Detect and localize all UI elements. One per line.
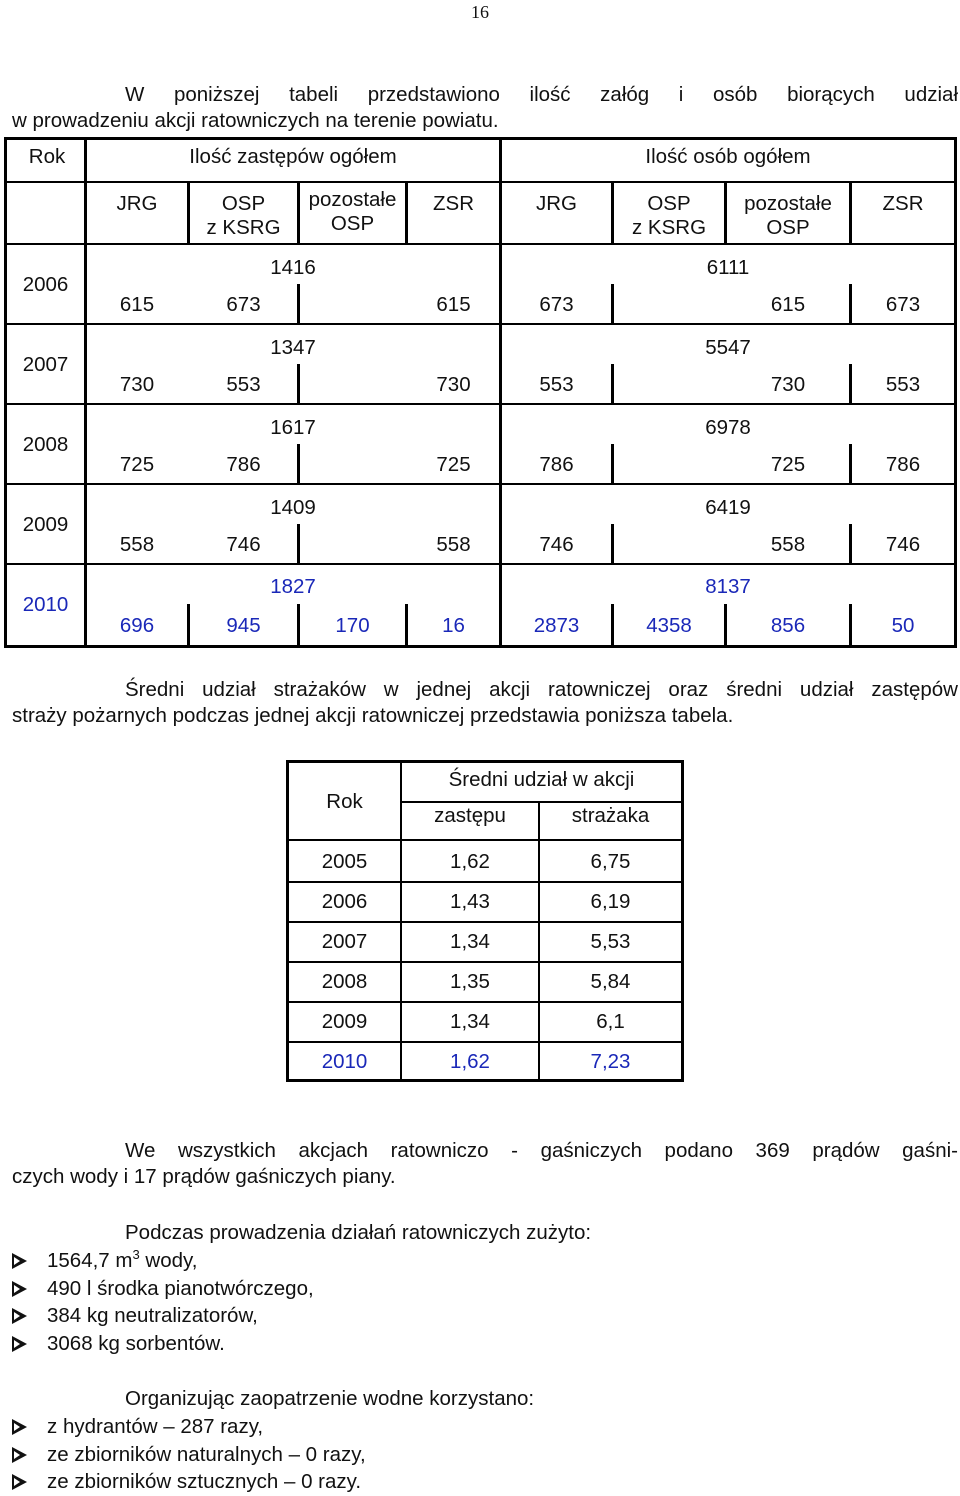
cell-value: 615 [770, 293, 806, 316]
cell-value: 746 [885, 533, 921, 556]
cell-value: 673 [539, 293, 574, 316]
cell-value: 558 [436, 533, 471, 556]
row-divider [7, 483, 954, 485]
row-divider [7, 563, 954, 565]
intro-line-1: W poniższej tabeli przedstawiono ilość załóg i osób biorących udział [125, 83, 958, 106]
used-intro [12, 1220, 958, 1246]
header-strazaka: strażaka [571, 804, 650, 827]
col-divider [297, 444, 300, 483]
avg-intro-line-1: Średni udział strażaków w jednej akcji ratowniczej oraz średni udział zastępów [125, 678, 958, 701]
row-total-osoby: 8137 [705, 575, 751, 598]
row-year: 2005 [321, 850, 368, 873]
intro-paragraph [12, 82, 958, 134]
row-divider [289, 921, 681, 923]
used-intro-text: Podczas prowadzenia działań ratowniczych zużyto: [125, 1221, 592, 1244]
streams-paragraph [12, 1138, 958, 1190]
header-zastepu: zastępu [434, 804, 506, 827]
cell-value: 4358 [646, 614, 692, 637]
row-divider [7, 323, 954, 325]
cell-value: 673 [226, 293, 261, 316]
cell-value: 730 [770, 373, 806, 396]
subheader-pozostale-osp: pozostałe OSP [308, 188, 397, 235]
col-divider [297, 364, 300, 403]
row-total-osoby: 6978 [705, 416, 751, 439]
used-materials-list [12, 1247, 314, 1357]
row-total-zastepy: 1617 [270, 416, 316, 439]
cell-value: 786 [226, 453, 261, 476]
row-divider [400, 801, 681, 803]
subheader-pozostale-osp: pozostałe OSP [744, 192, 832, 239]
row-divider [7, 403, 954, 405]
avg-intro-paragraph [12, 677, 958, 729]
intro-line-2: w prowadzeniu akcji ratowniczych na terenie powiatu. [12, 109, 499, 132]
cell-strazaka: 6,1 [596, 1010, 625, 1033]
header-sredni-udzial: Średni udział w akcji [448, 768, 635, 791]
streams-line-2: czych wody i 17 prądów gaśniczych piany. [12, 1165, 396, 1188]
list-item: z hydrantów – 287 razy, [12, 1413, 366, 1441]
row-total-osoby: 6419 [705, 496, 751, 519]
subheader-zsr: ZSR [882, 192, 924, 215]
row-year: 2010 [22, 593, 69, 616]
list-item: 1564,7 $m^3$ wody, [12, 1247, 314, 1275]
row-year: 2006 [22, 273, 69, 296]
cell-value: 945 [226, 614, 261, 637]
arrow-bullet-icon [12, 1308, 27, 1324]
row-total-osoby: 6111 [706, 256, 750, 279]
arrow-bullet-icon [12, 1419, 27, 1435]
header-zastepy: Ilość zastępów ogółem [189, 145, 397, 168]
row-divider [289, 1001, 681, 1003]
cell-value: 553 [539, 373, 574, 396]
row-divider [289, 881, 681, 883]
cell-value: 725 [436, 453, 471, 476]
subheader-osp-ksrg: OSP z KSRG [206, 192, 281, 239]
cell-zastepu: 1,43 [450, 890, 490, 913]
cell-value: 553 [885, 373, 921, 396]
header-rok: Rok [28, 145, 66, 168]
col-divider [611, 364, 614, 403]
cell-zastepu: 1,62 [450, 1050, 490, 1073]
streams-line-1: We wszystkich akcjach ratowniczo - gaśniczych podano 369 prądów gaśni- [125, 1139, 958, 1162]
row-year: 2006 [321, 890, 368, 913]
row-year: 2007 [321, 930, 368, 953]
row-total-zastepy: 1416 [270, 256, 316, 279]
cell-value: 2873 [533, 614, 580, 637]
cell-value: 16 [442, 614, 465, 637]
row-divider [7, 181, 954, 183]
row-divider [289, 839, 681, 841]
subheader-jrg: JRG [536, 192, 577, 215]
row-year: 2009 [22, 513, 69, 536]
row-total-zastepy: 1347 [270, 336, 316, 359]
avg-intro-line-2: straży pożarnych podczas jednej akcji ratowniczej przedstawia poniższa tabela. [12, 704, 734, 727]
cell-value: 730 [436, 373, 471, 396]
list-item: 490 l środka pianotwórczego, [12, 1275, 314, 1303]
col-divider [611, 284, 614, 323]
cell-value: 553 [226, 373, 261, 396]
arrow-bullet-icon [12, 1474, 27, 1490]
cell-zastepu: 1,35 [450, 970, 490, 993]
cell-value: 615 [119, 293, 155, 316]
row-year: 2010 [321, 1050, 368, 1073]
list-item: 3068 kg sorbentów. [12, 1330, 314, 1358]
cell-value: 746 [226, 533, 261, 556]
subheader-zsr: ZSR [433, 192, 474, 215]
row-year: 2007 [22, 353, 69, 376]
cell-zastepu: 1,34 [450, 930, 490, 953]
header-rok: Rok [326, 790, 363, 813]
cell-strazaka: 5,53 [590, 930, 631, 953]
list-item: ze zbiorników sztucznych – 0 razy. [12, 1468, 366, 1496]
water-supply-intro [12, 1386, 958, 1412]
cell-value: 786 [885, 453, 921, 476]
cell-strazaka: 6,19 [590, 890, 631, 913]
cell-value: 170 [335, 614, 370, 637]
row-total-zastepy: 1827 [270, 575, 316, 598]
cell-value: 696 [119, 614, 155, 637]
cell-value: 856 [770, 614, 806, 637]
row-year: 2008 [321, 970, 368, 993]
arrow-bullet-icon [12, 1336, 27, 1352]
list-item: ze zbiorników naturalnych – 0 razy, [12, 1441, 366, 1469]
cell-value: 725 [119, 453, 155, 476]
row-total-zastepy: 1409 [270, 496, 316, 519]
main-statistics-table [4, 137, 957, 648]
average-participation-table [286, 760, 684, 1082]
arrow-bullet-icon [12, 1253, 27, 1269]
subheader-osp-ksrg: OSP z KSRG [631, 192, 707, 239]
header-osoby: Ilość osób ogółem [645, 145, 811, 168]
cell-value: 746 [539, 533, 574, 556]
cell-value: 786 [539, 453, 574, 476]
cell-value: 558 [770, 533, 806, 556]
cell-value: 615 [436, 293, 471, 316]
subheader-jrg: JRG [116, 192, 158, 215]
cell-value: 730 [119, 373, 155, 396]
list-item: 384 kg neutralizatorów, [12, 1302, 314, 1330]
row-year: 2008 [22, 433, 69, 456]
row-divider [289, 1041, 681, 1043]
cell-value: 673 [885, 293, 921, 316]
cell-strazaka: 7,23 [590, 1050, 631, 1073]
col-divider [611, 524, 614, 563]
water-supply-intro-text: Organizując zaopatrzenie wodne korzystano: [125, 1387, 535, 1410]
row-divider [289, 961, 681, 963]
arrow-bullet-icon [12, 1281, 27, 1297]
cell-value: 558 [119, 533, 155, 556]
row-divider [7, 243, 954, 245]
col-divider [611, 444, 614, 483]
arrow-bullet-icon [12, 1447, 27, 1463]
cell-zastepu: 1,62 [450, 850, 490, 873]
row-total-osoby: 5547 [705, 336, 751, 359]
cell-strazaka: 5,84 [590, 970, 631, 993]
row-year: 2009 [321, 1010, 368, 1033]
col-divider [297, 284, 300, 323]
cell-value: 725 [770, 453, 806, 476]
cell-zastepu: 1,34 [450, 1010, 490, 1033]
cell-strazaka: 6,75 [590, 850, 631, 873]
page-number: 16 [471, 2, 489, 22]
col-divider [297, 524, 300, 563]
water-sources-list [12, 1413, 366, 1496]
cell-value: 50 [891, 614, 915, 637]
